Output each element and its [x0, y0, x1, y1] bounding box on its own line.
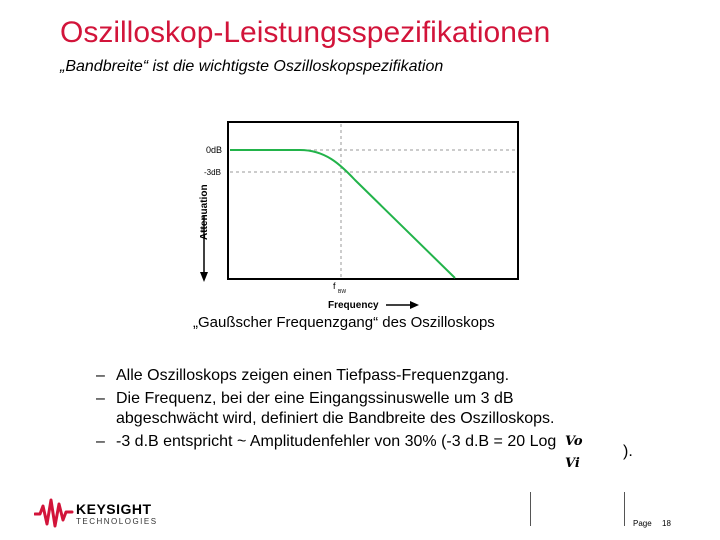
- voltage-ratio-formula: [565, 434, 627, 474]
- bullet-dash: –: [96, 390, 105, 407]
- frequency-response-plot: [190, 112, 540, 312]
- brand-name: KEYSIGHT: [76, 501, 152, 517]
- bullet-dash: –: [96, 433, 105, 450]
- keysight-logo: [34, 494, 184, 534]
- bullet-dash: –: [96, 367, 105, 384]
- label-0db: 0dB: [206, 145, 223, 155]
- page-number: 18: [662, 519, 671, 528]
- footer-divider: [624, 492, 625, 526]
- list-item: [96, 366, 656, 386]
- footer-divider: [530, 492, 531, 526]
- x-axis-arrow-head: [410, 301, 419, 309]
- slide-subtitle: „Bandbreite“ ist die wichtigste Oszilloskopspezifikation: [60, 58, 444, 75]
- bullet-text: -3 d.B entspricht ~ Amplitudenfehler von 30% (-3 d.B = 20 Log: [116, 433, 557, 450]
- slide-title: Oszilloskop-Leistungsspezifikationen: [60, 16, 551, 49]
- fbw-label: f: [333, 281, 336, 291]
- fbw-subscript: BW: [338, 289, 347, 295]
- bullet-continuation: abgeschwächt wird, definiert die Bandbreite des Oszilloskops.: [116, 410, 555, 427]
- y-axis-arrow-head: [200, 272, 208, 282]
- bullet-text: Alle Oszilloskops zeigen einen Tiefpass-Frequenzgang.: [116, 367, 510, 384]
- plot-frame: [228, 122, 518, 279]
- x-axis-label: Frequency: [328, 300, 379, 311]
- keysight-wave-icon: [34, 498, 74, 528]
- formula-denominator: Vi: [565, 456, 580, 471]
- formula-numerator: Vo: [565, 434, 583, 449]
- frequency-response-figure: [190, 112, 540, 312]
- list-item: [96, 389, 656, 429]
- page-label: Page: [633, 519, 652, 528]
- label-minus3db: -3dB: [204, 168, 221, 177]
- figure-caption: „Gaußscher Frequenzgang“ des Oszilloskops: [193, 314, 495, 331]
- brand-tagline: TECHNOLOGIES: [76, 517, 158, 526]
- y-axis-label: Attenuation: [199, 184, 210, 240]
- bullet-text: Die Frequenz, bei der eine Eingangssinuswelle um 3 dB: [116, 390, 514, 407]
- formula-close: ).: [623, 443, 633, 460]
